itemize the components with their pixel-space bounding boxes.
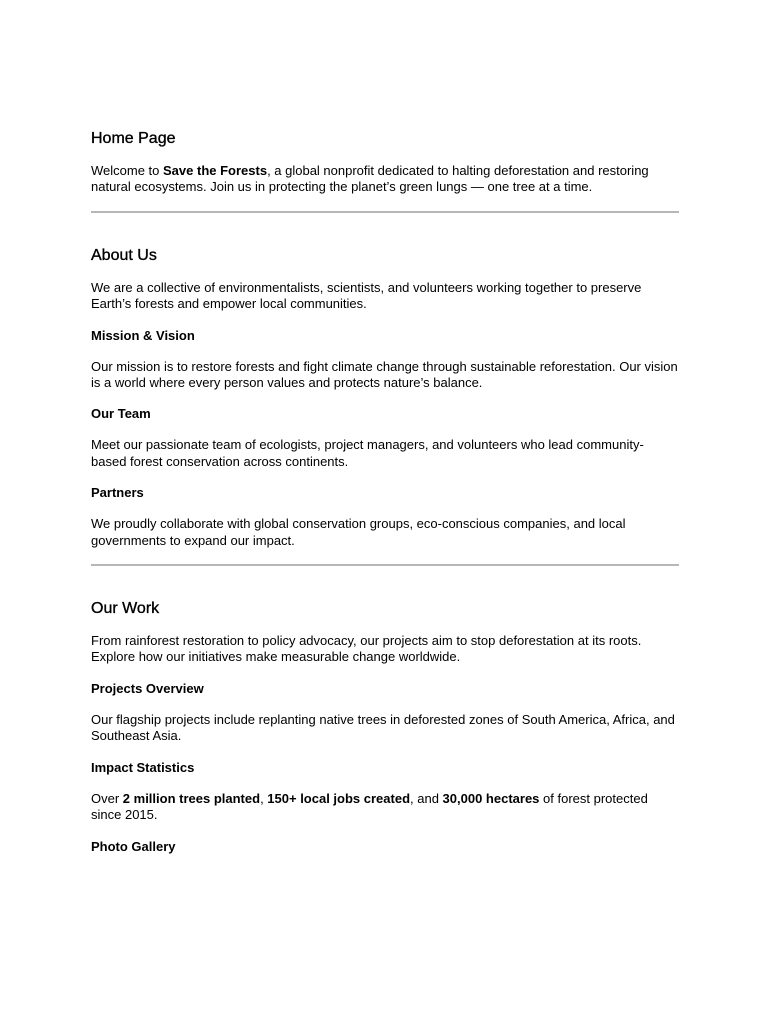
mission-vision-paragraph: Our mission is to restore forests and fight climate change through sustainable reforestation. Our vision is a world where every person values and protects nature’s balance. [91,358,678,391]
hectares-protected-stat: 30,000 hectares [442,790,540,806]
trees-planted-stat: 2 million trees planted [122,790,261,806]
impact-text-3: , and [410,790,443,806]
home-page-heading: Home Page [91,130,176,147]
our-team-heading: Our Team [91,406,151,422]
impact-statistics-paragraph [91,791,679,824]
impact-text-4: of forest protected since 2015. [91,790,648,823]
home-intro-suffix: , a global nonprofit dedicated to halting deforestation and restoring natural ecosystems. Join us in protecting the planet’s green lungs — one tree at a time. [91,163,649,195]
home-intro-prefix: Welcome to [91,163,164,178]
projects-overview-heading: Projects Overview [91,680,204,696]
document-page [91,128,679,855]
partners-paragraph: We proudly collaborate with global conservation groups, eco-conscious companies, and local governments to expand our impact. [91,516,626,548]
home-section [91,128,679,196]
organization-name: Save the Forests [163,163,268,178]
impact-text-1: Over [91,790,123,806]
our-team-paragraph: Meet our passionate team of ecologists, project managers, and volunteers who lead community-based forest conservation across continents. [91,437,644,469]
home-intro-paragraph [91,163,679,196]
mission-vision-heading: Mission & Vision [91,327,195,343]
about-intro-paragraph: We are a collective of environmentalists, scientists, and volunteers working together to preserve Earth’s forests and empower local communities. [91,279,642,312]
impact-statistics-heading: Impact Statistics [91,759,195,775]
jobs-created-stat: 150+ local jobs created [267,790,411,806]
our-work-heading: Our Work [91,600,160,618]
work-section [91,598,679,854]
about-section [91,245,679,549]
partners-heading: Partners [91,485,144,501]
impact-text-2: , [260,790,268,806]
work-intro-paragraph: From rainforest restoration to policy advocacy, our projects aim to stop deforestation at its roots. Explore how our initiatives make measurable change worldwide. [91,633,642,665]
photo-gallery-heading: Photo Gallery [91,838,176,854]
projects-overview-paragraph: Our flagship projects include replanting native trees in deforested zones of South America, Africa, and Southeast Asia. [91,711,675,744]
about-us-heading: About Us [91,246,157,264]
